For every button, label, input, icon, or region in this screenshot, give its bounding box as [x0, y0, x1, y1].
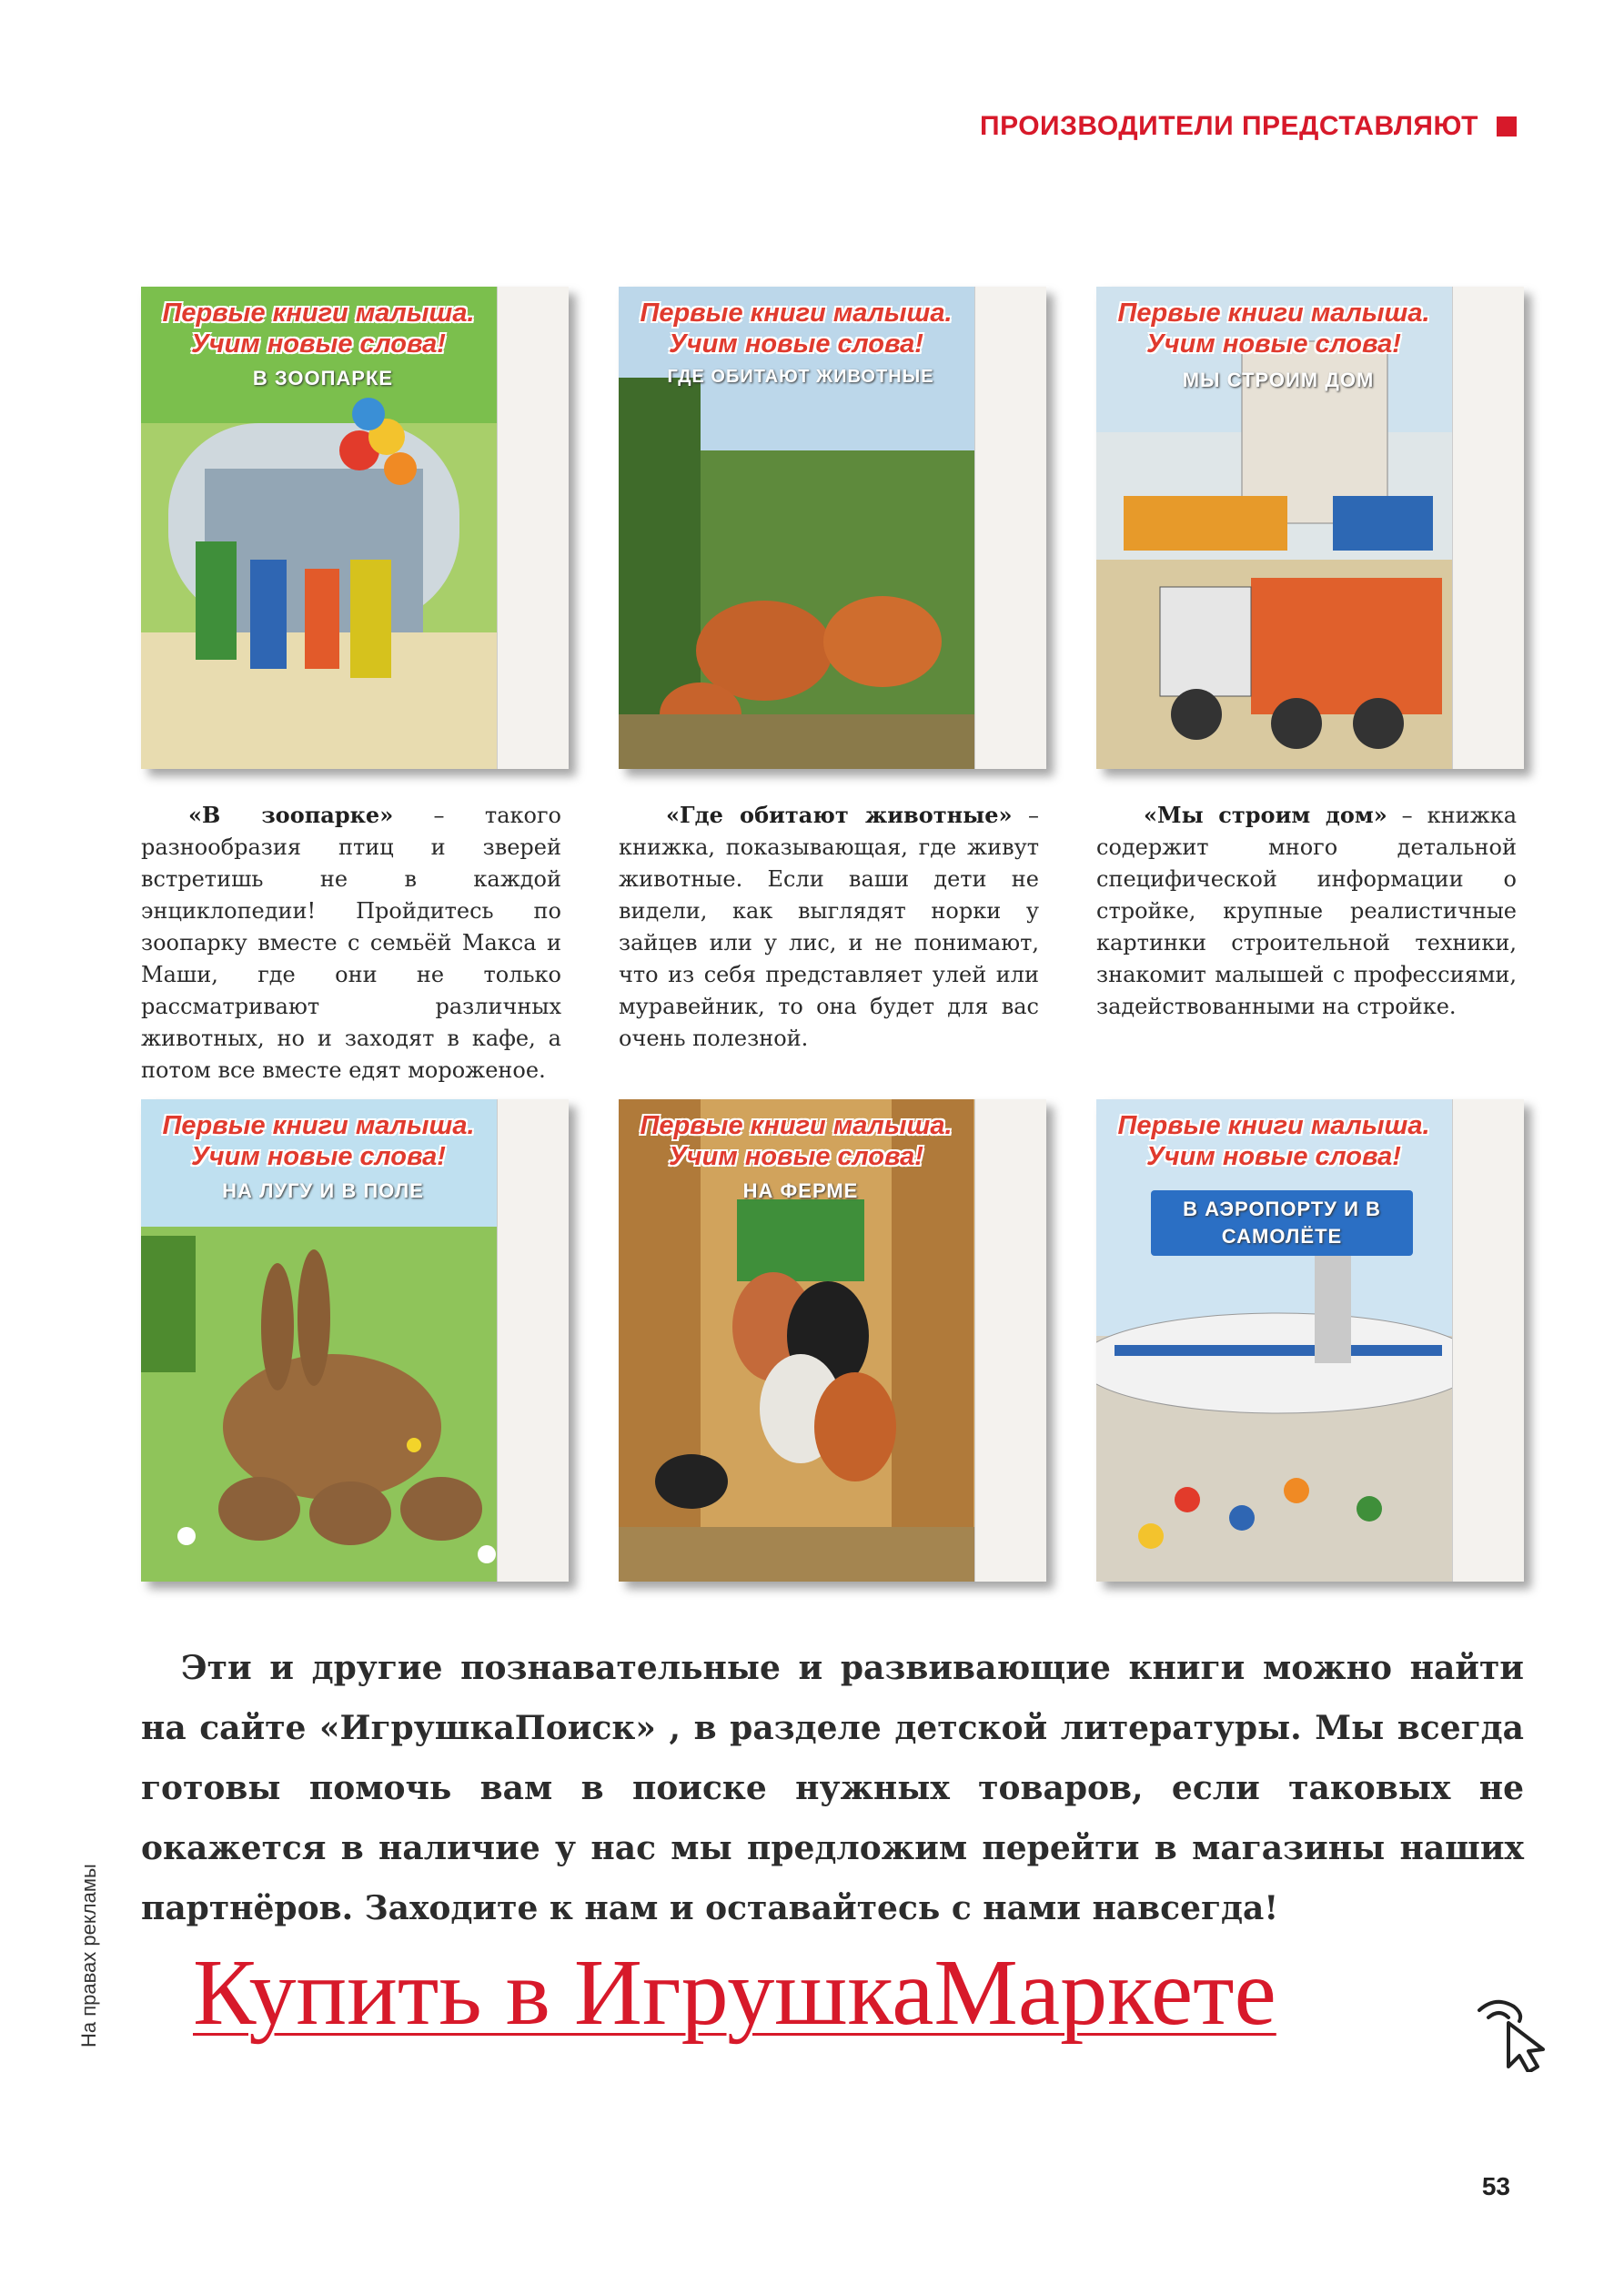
book-description-zoo	[141, 799, 561, 1087]
book-description-habitats	[619, 799, 1039, 1055]
cover-subtitle: НА ЛУГУ И В ПОЛЕ	[222, 1179, 424, 1202]
cover-subtitle: МЫ СТРОИМ ДОМ	[1182, 369, 1375, 391]
cover-subtitle: В ЗООПАРКЕ	[252, 367, 394, 389]
series-title-line-2: Учим новые слова!	[191, 329, 446, 359]
book-cover-airport[interactable]	[1096, 1099, 1524, 1582]
advertising-note: На правах рекламы	[77, 1864, 100, 2048]
book-description-building	[1096, 799, 1517, 1023]
book-cover-farm[interactable]	[619, 1099, 1046, 1582]
book-cover-habitats[interactable]	[619, 287, 1046, 769]
cover-sidebar	[497, 287, 569, 769]
book-desc-text: – книжка содержит много детальной специфической информации о стройке, крупные реалистичные картинки строительной техники, знакомит малышей с профессиями, задействованными на стройке.	[1096, 803, 1517, 1019]
section-header	[980, 111, 1517, 142]
book-cover-zoo[interactable]	[141, 287, 569, 769]
cover-sidebar	[1452, 287, 1524, 769]
page-number: 53	[1481, 2172, 1510, 2200]
series-title-line-1: Первые книги малыша.	[1117, 1111, 1430, 1140]
cover-series-title	[141, 298, 496, 359]
section-title: ПРОИЗВОДИТЕЛИ ПРЕДСТАВЛЯЮТ	[980, 111, 1478, 141]
book-desc-text: – книжка, показывающая, где живут животные. Если ваши дети не видели, как выглядят норки у зайцев или у лис, и не понимают, что из себя представляет улей или муравейник, то она будет для вас очень полезной.	[619, 803, 1039, 1051]
book-title: «В зоопарке»	[188, 802, 394, 828]
book-desc-text: – такого разнообразия птиц и зверей встретишь не в каждой энциклопедии! Пройдитесь по зоопарку вместе с семьёй Макса и Маши, где они не только рассматривают различных животных, но и заходят в кафе, а потом все вместе едят мороженое.	[141, 803, 561, 1083]
series-title-line-2: Учим новые слова!	[191, 1142, 446, 1171]
series-title-line-2: Учим новые слова!	[669, 1142, 923, 1171]
cover-subtitle: В АЭРОПОРТУ И В САМОЛЁТЕ	[1151, 1190, 1413, 1256]
book-title: «Мы строим дом»	[1144, 802, 1387, 828]
series-title-line-2: Учим новые слова!	[1146, 329, 1401, 359]
series-title-line-1: Первые книги малыша.	[162, 298, 475, 328]
cover-series-title	[619, 1110, 973, 1172]
series-title-line-2: Учим новые слова!	[669, 329, 923, 359]
book-cover-building[interactable]	[1096, 287, 1524, 769]
promo-text	[141, 1638, 1524, 1938]
cover-sidebar	[974, 287, 1046, 769]
series-title-line-2: Учим новые слова!	[1146, 1142, 1401, 1171]
series-title-line-1: Первые книги малыша.	[1117, 298, 1430, 328]
hand-pointer-icon[interactable]	[1472, 1990, 1563, 2072]
cover-series-title	[619, 298, 973, 359]
book-cover-meadow[interactable]	[141, 1099, 569, 1582]
cover-series-title	[1096, 1110, 1451, 1172]
book-title: «Где обитают животные»	[666, 802, 1013, 828]
series-title-line-1: Первые книги малыша.	[162, 1111, 475, 1140]
cover-sidebar	[497, 1099, 569, 1582]
series-title-line-1: Первые книги малыша.	[640, 298, 953, 328]
buy-link[interactable]: Купить в ИгрушкаМаркете	[193, 1940, 1276, 2045]
cover-sidebar	[1452, 1099, 1524, 1582]
cover-subtitle: НА ФЕРМЕ	[742, 1179, 859, 1202]
series-title-line-1: Первые книги малыша.	[640, 1111, 953, 1140]
cover-series-title	[1096, 298, 1451, 359]
promo-paragraph: Эти и другие познавательные и развивающие книги можно найти на сайте «ИгрушкаПоиск» , в разделе детской литературы. Мы всегда готовы помочь вам в поиске нужных товаров, если таковых не окажется в наличие у нас мы предложим перейти в магазины наших партнёров. Заходите к нам и оставайтесь с нами навсегда!	[141, 1649, 1524, 1927]
cover-series-title	[141, 1110, 496, 1172]
cover-sidebar	[974, 1099, 1046, 1582]
cover-subtitle: ГДЕ ОБИТАЮТ ЖИВОТНЫЕ	[667, 367, 934, 387]
header-square-marker	[1497, 116, 1517, 136]
